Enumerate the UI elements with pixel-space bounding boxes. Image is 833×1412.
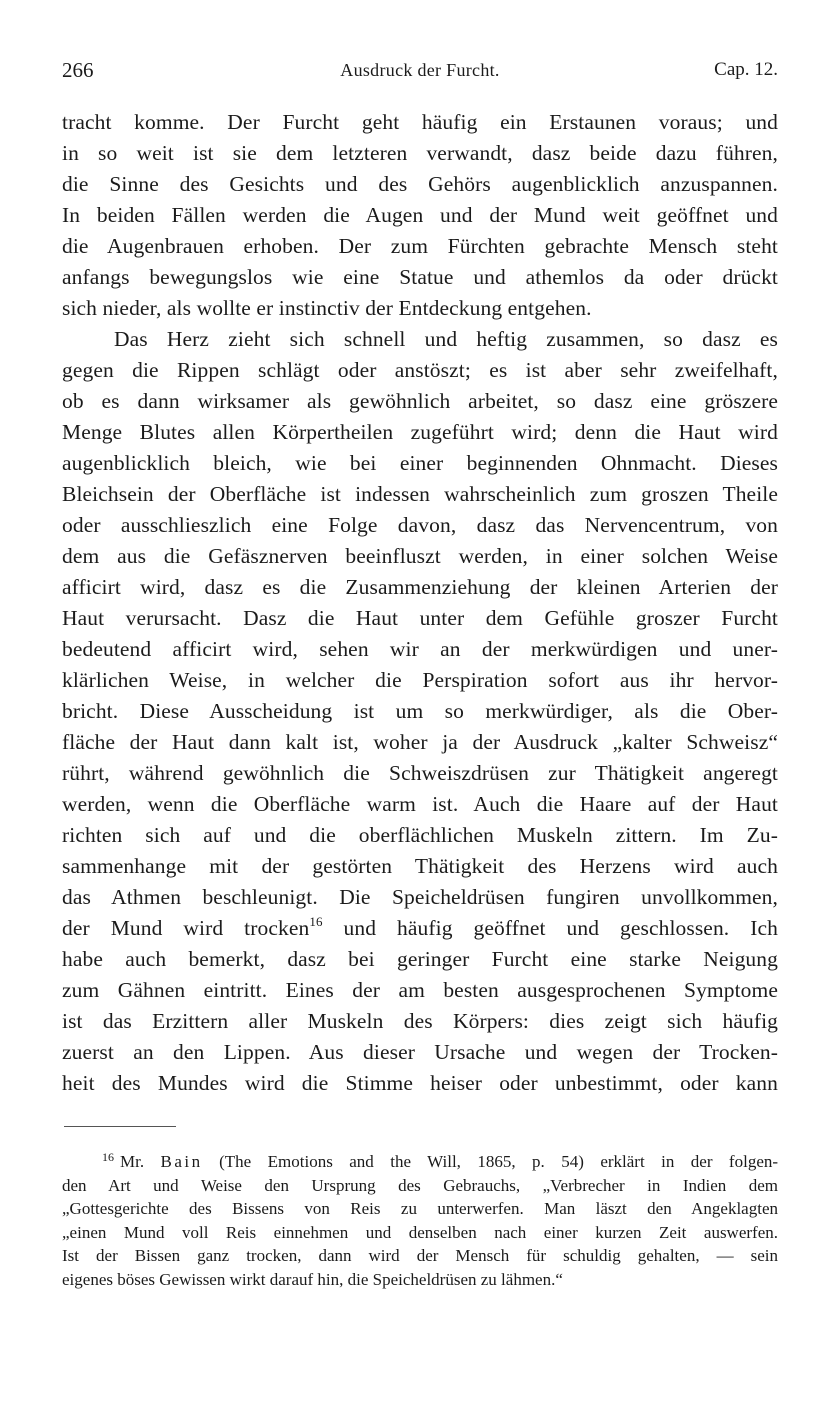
text-line: richten sich auf und die oberflächlichen Muskeln zittern. Im Zu-	[62, 823, 778, 847]
footnote-line: eigenes böses Gewissen wirkt darauf hin, die Speicheldrüsen zu lähmen.“	[62, 1269, 563, 1289]
footnote-line	[62, 1150, 778, 1174]
text-line: sammenhange mit der gestörten Thätigkeit des Herzens wird auch	[62, 854, 778, 878]
text-line-with-footnote-ref	[62, 913, 778, 944]
text-line: bricht. Diese Ausscheidung ist um so merkwürdiger, als die Ober-	[62, 699, 778, 723]
text-line: sich nieder, als wollte er instinctiv der Entdeckung entgehen.	[62, 296, 592, 320]
footnote-line: Ist der Bissen ganz trocken, dann wird der Mensch für schuldig gehalten, — sein	[62, 1246, 778, 1265]
text-line: ob es dann wirksamer als gewöhnlich arbeitet, so dasz eine gröszere	[62, 389, 778, 413]
running-title: Ausdruck der Furcht.	[340, 60, 500, 80]
footnote-segment: (The Emotions and the Will, 1865, p. 54) erklärt in der folgen-	[219, 1152, 779, 1171]
text-line: afficirt wird, dasz es die Zusammenziehung der kleinen Arterien der	[62, 575, 778, 599]
text-line: gegen die Rippen schlägt oder anstöszt; es ist aber sehr zweifelhaft,	[62, 358, 778, 382]
text-line: Haut verursacht. Dasz die Haut unter dem Gefühle groszer Furcht	[62, 606, 778, 630]
footnote-line: den Art und Weise den Ursprung des Gebrauchs, „Verbrecher in Indien dem	[62, 1175, 778, 1195]
footnote-divider	[64, 1126, 176, 1127]
text-line: dem aus die Gefäsznerven beeinfluszt werden, in einer solchen Weise	[62, 544, 778, 568]
footnote-line: „Gottesgerichte des Bissens von Reis zu unterwerfen. Man läszt den Angeklagten	[62, 1199, 778, 1218]
text-segment: und häufig geöffnet und geschlossen. Ich	[343, 916, 778, 940]
text-line: tracht komme. Der Furcht geht häufig ein Erstaunen voraus; und	[62, 110, 778, 134]
text-line: oder ausschlieszlich eine Folge davon, dasz das Nervencentrum, von	[62, 513, 778, 537]
chapter-label: Cap. 12.	[714, 59, 778, 80]
text-line: bedeutend afficirt wird, sehen wir an der merkwürdigen und uner-	[62, 637, 778, 661]
text-line: augenblicklich bleich, wie bei einer beginnenden Ohnmacht. Dieses	[62, 451, 778, 475]
text-line: rührt, während gewöhnlich die Schweiszdrüsen zur Thätigkeit angeregt	[62, 761, 778, 785]
text-line: die Sinne des Gesichts und des Gehörs augenblicklich anzuspannen.	[62, 172, 778, 196]
body-text	[62, 107, 778, 1099]
text-line: ist das Erzittern aller Muskeln des Körpers: dies zeigt sich häufig	[62, 1009, 778, 1033]
text-line: habe auch bemerkt, dasz bei geringer Furcht eine starke Neigung	[62, 947, 778, 971]
text-line: Bleichsein der Oberfläche ist indessen wahrscheinlich zum groszen Theile	[62, 482, 778, 506]
text-line: zuerst an den Lippen. Aus dieser Ursache und wegen der Trocken-	[62, 1040, 778, 1064]
page-number: 266	[62, 58, 94, 82]
footnote-block	[62, 1150, 778, 1291]
footnote-marker: 16	[102, 1150, 114, 1164]
text-line: fläche der Haut dann kalt ist, woher ja der Ausdruck „kalter Schweisz“	[62, 730, 778, 754]
footnote-line: „einen Mund voll Reis einnehmen und denselben nach einer kurzen Zeit auswerfen.	[62, 1222, 778, 1242]
text-line: In beiden Fällen werden die Augen und der Mund weit geöffnet und	[62, 203, 778, 227]
text-line: zum Gähnen eintritt. Eines der am besten ausgesprochenen Symptome	[62, 978, 778, 1002]
text-line: die Augenbrauen erhoben. Der zum Fürchten gebrachte Mensch steht	[62, 234, 778, 258]
running-head	[62, 58, 778, 86]
text-line: werden, wenn die Oberfläche warm ist. Auch die Haare auf der Haut	[62, 792, 778, 816]
text-line: Menge Blutes allen Körpertheilen zugeführt wird; denn die Haut wird	[62, 420, 778, 444]
text-line: klärlichen Weise, in welcher die Perspiration sofort aus ihr hervor-	[62, 668, 778, 692]
text-segment: der Mund wird trocken	[62, 916, 310, 940]
footnote-segment: Mr.	[120, 1152, 145, 1171]
text-line: in so weit ist sie dem letzteren verwandt, dasz beide dazu führen,	[62, 141, 778, 165]
text-line: Das Herz zieht sich schnell und heftig zusammen, so dasz es	[114, 327, 778, 351]
text-line: das Athmen beschleunigt. Die Speicheldrüsen fungiren unvollkommen,	[62, 885, 778, 909]
footnote-reference[interactable]: 16	[309, 914, 323, 929]
footnote-author: Bain	[160, 1152, 203, 1171]
text-line: anfangs bewegungslos wie eine Statue und athemlos da oder drückt	[62, 265, 778, 289]
text-line: heit des Mundes wird die Stimme heiser oder unbestimmt, oder kann	[62, 1071, 778, 1095]
